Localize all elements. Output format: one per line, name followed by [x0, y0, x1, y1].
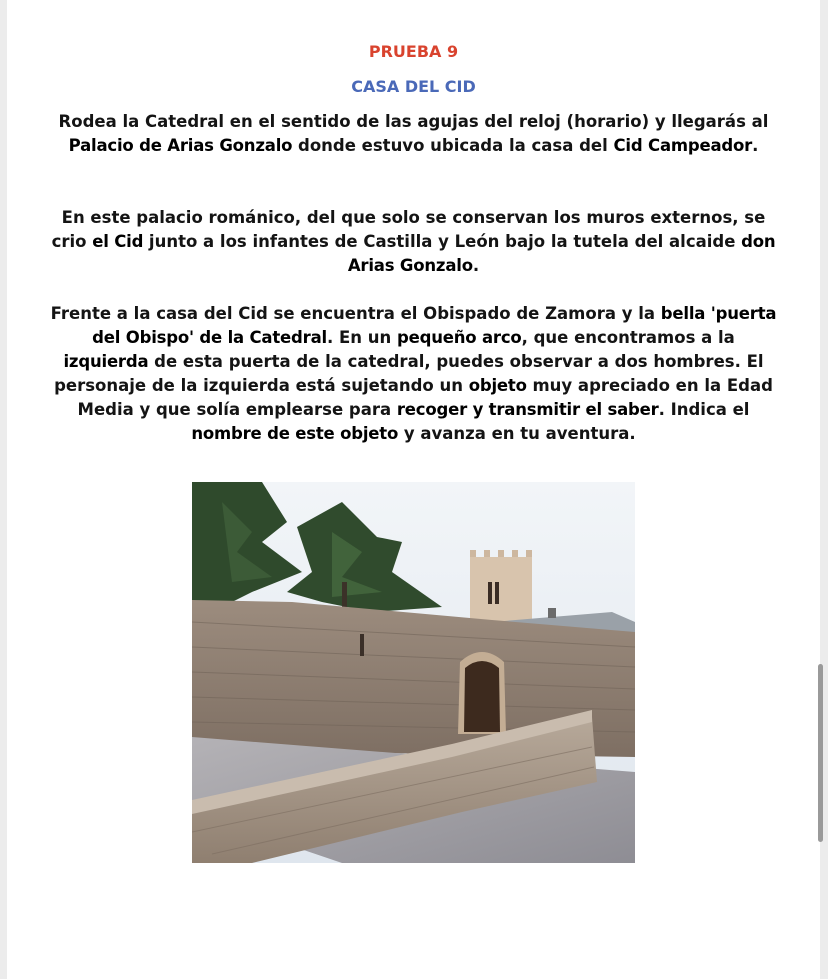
loophole — [360, 634, 364, 656]
emphasis-text: nombre de este objeto — [191, 424, 399, 443]
casa-del-cid-photo — [192, 482, 635, 863]
page-subtitle: CASA DEL CID — [351, 77, 476, 96]
emphasis-text: bella 'puerta del Obispo' de la Catedral — [92, 304, 777, 347]
emphasis-text: el Cid — [92, 232, 144, 251]
emphasis-text: izquierda — [63, 352, 149, 371]
emphasis-text: pequeño arco — [397, 328, 522, 347]
body-text: . En un — [326, 328, 397, 347]
emphasis-text: don Arias Gonzalo — [347, 232, 776, 275]
emphasis-text: Palacio de Arias Gonzalo — [68, 136, 293, 155]
emphasis-text: recoger y transmitir el saber — [396, 400, 659, 419]
body-text: En este palacio románico, del que solo se conservan los muros externos, se crio — [51, 208, 766, 251]
body-text: Frente a la casa del Cid se encuentra el Obispado de Zamora y la — [50, 304, 661, 323]
vertical-scrollbar[interactable] — [818, 664, 823, 842]
body-text: de esta puerta de la catedral, puedes observar a dos hombres. El personaje de la izquierda está sujetando un — [54, 352, 764, 395]
body-text: muy apreciado en la Edad Media y que solía emplearse para — [77, 376, 773, 419]
body-text: . — [472, 256, 480, 275]
paragraph-3 — [47, 302, 780, 446]
body-text: . — [752, 136, 759, 155]
body-text: y avanza en tu aventura. — [398, 424, 636, 443]
document-page — [7, 0, 820, 979]
body-text: Rodea la Catedral en el sentido de las agujas del reloj (horario) y llegarás al — [58, 112, 769, 131]
body-text: donde estuvo ubicada la casa del — [292, 136, 614, 155]
chimney — [548, 608, 556, 618]
body-text: , que encontramos a la — [521, 328, 735, 347]
emphasis-text: objeto — [468, 376, 527, 395]
page-title: PRUEBA 9 — [368, 42, 459, 61]
paragraph-2 — [47, 206, 780, 278]
body-text: . Indica el — [658, 400, 750, 419]
paragraph-1 — [47, 110, 780, 158]
emphasis-text: Cid Campeador — [613, 136, 753, 155]
photo-illustration — [192, 482, 635, 863]
arched-door — [458, 652, 506, 734]
body-text: junto a los infantes de Castilla y León bajo la tutela del alcaide — [143, 232, 742, 251]
